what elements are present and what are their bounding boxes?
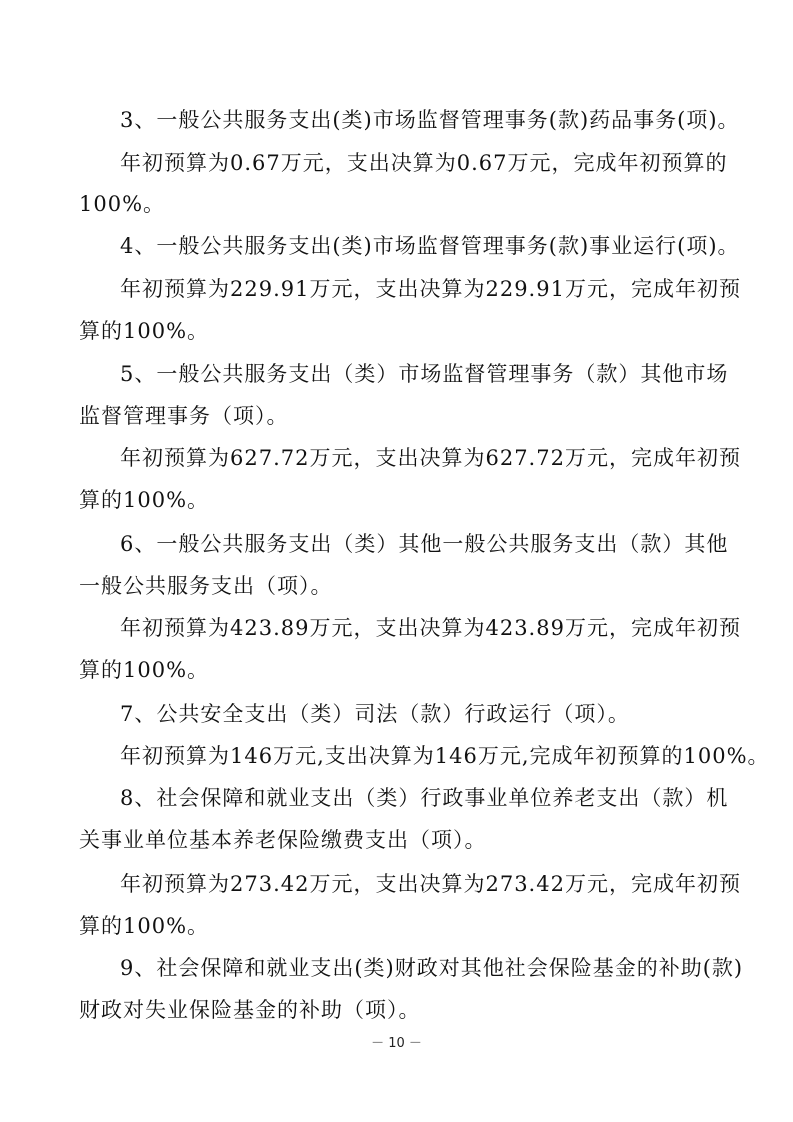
page-number: － 10 － — [371, 1036, 422, 1051]
paragraph-3-line-1: 3、一般公共服务支出(类)市场监督管理事务(款)药品事务(项)。 — [120, 108, 740, 132]
paragraph-9-line-2: 财政对失业保险基金的补助（项）。 — [79, 998, 421, 1022]
paragraph-3-amount-line-1: 年初预算为0.67万元，支出决算为0.67万元，完成年初预算的 — [120, 151, 728, 175]
paragraph-5-amount-line-1: 年初预算为627.72万元，支出决算为627.72万元，完成年初预 — [120, 446, 741, 470]
paragraph-4-line-1: 4、一般公共服务支出(类)市场监督管理事务(款)事业运行(项)。 — [120, 234, 740, 258]
paragraph-6-line-2: 一般公共服务支出（项）。 — [79, 574, 333, 598]
paragraph-4-amount-line-1: 年初预算为229.91万元，支出决算为229.91万元，完成年初预 — [120, 277, 741, 301]
paragraph-9-line-1: 9、社会保障和就业支出(类)财政对其他社会保险基金的补助(款) — [120, 956, 744, 980]
paragraph-8-amount-line-2: 算的100%。 — [79, 914, 210, 938]
paragraph-6-line-1: 6、一般公共服务支出（类）其他一般公共服务支出（款）其他 — [120, 532, 729, 556]
paragraph-5-line-1: 5、一般公共服务支出（类）市场监督管理事务（款）其他市场 — [120, 362, 729, 386]
paragraph-5-line-2: 监督管理事务（项）。 — [79, 404, 289, 428]
paragraph-7-line-1: 7、公共安全支出（类）司法（款）行政运行（项）。 — [120, 702, 630, 726]
paragraph-7-amount-line-1: 年初预算为146万元,支出决算为146万元,完成年初预算的100%。 — [120, 744, 770, 768]
paragraph-8-line-1: 8、社会保障和就业支出（类）行政事业单位养老支出（款）机 — [120, 786, 729, 810]
paragraph-5-amount-line-2: 算的100%。 — [79, 488, 210, 512]
paragraph-6-amount-line-1: 年初预算为423.89万元，支出决算为423.89万元，完成年初预 — [120, 616, 741, 640]
paragraph-8-amount-line-1: 年初预算为273.42万元，支出决算为273.42万元，完成年初预 — [120, 872, 741, 896]
paragraph-8-line-2: 关事业单位基本养老保险缴费支出（项）。 — [79, 828, 487, 852]
paragraph-3-amount-line-2: 100%。 — [79, 192, 166, 216]
paragraph-4-amount-line-2: 算的100%。 — [79, 319, 210, 343]
paragraph-6-amount-line-2: 算的100%。 — [79, 658, 210, 682]
